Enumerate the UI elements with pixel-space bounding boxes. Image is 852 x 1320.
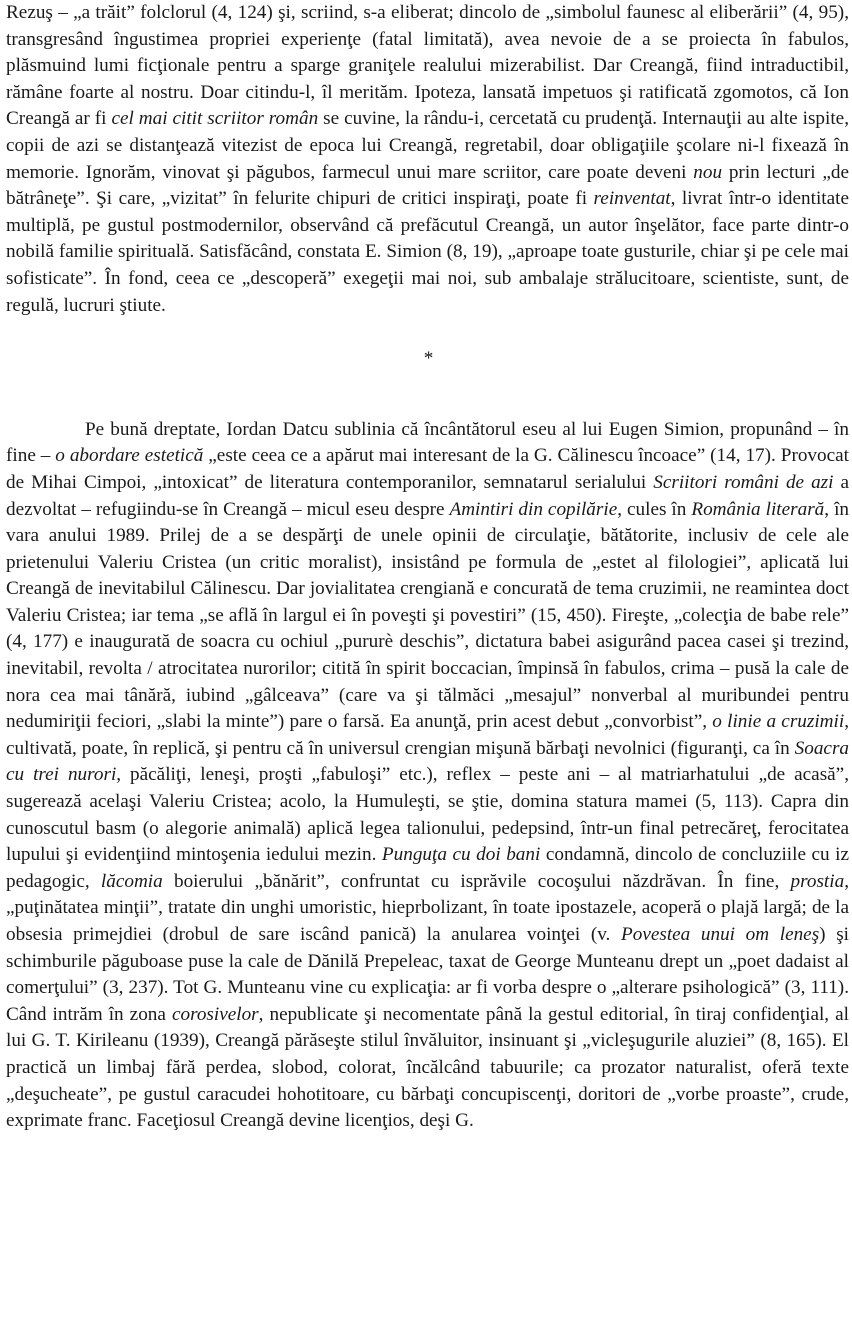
text-run: a dezvoltat – refugiindu-se în Creangă – micul eseu despre <box>6 471 849 520</box>
italic-text-run: Scriitori români de azi <box>653 471 834 493</box>
italic-text-run: o abordare estetică <box>55 445 204 467</box>
italic-text-run: lăcomia <box>100 870 163 892</box>
italic-text-run: Amintiri din copilărie <box>449 498 618 520</box>
italic-text-run: Povestea unui om leneş <box>621 924 820 945</box>
italic-text-run: nou <box>693 161 723 183</box>
paragraph-2 <box>6 417 849 1135</box>
italic-text-run: cel mai citit scriitor român <box>111 108 319 130</box>
text-run: , nepublicate şi necomentate până la gestul editorial, în tiraj confidenţial, al lui G. T. Kirileanu (1939), Creangă părăseşte stilul învăluitor, insinuant şi „vicleşugurile aluziei” (8, 165). El practică un limbaj fără perdea, slobod, colorat, încălcând tabuurile; ca prozator naturalist, oferă texte „deşucheate”, pe gustul caracudei hohotitoare, cu bărbaţi concupiscenţi, doritori de „vorbe proaste”, crude, exprimate franc. Faceţiosul Creangă devine licenţios, deşi G. <box>6 1003 849 1132</box>
italic-text-run: România literară <box>691 498 825 520</box>
section-separator: * <box>423 348 434 370</box>
text-run: „este ceea ce a apărut mai interesant de la G. Călinescu încoace” (14, 17). Provocat de Mihai Cimpoi, „intoxicat” de literatura contemporanilor, semnatarul serialului <box>6 445 849 493</box>
italic-text-run: prostia <box>790 870 845 892</box>
text-run: , cultivată, poate, în replică, şi pentru că în universul crengian mişună bărbaţi nevolnici (figuranţi, ca în <box>6 711 849 759</box>
document-page <box>6 0 849 1135</box>
italic-text-run: o linie a cruzimii <box>712 711 845 733</box>
text-run: ) şi schimburile păguboase puse la cale de Dănilă Prepeleac, taxat de George Munteanu drept un „poet dadaist al comerţului” (3, 237). Tot G. Munteanu vine cu explicaţia: ar fi vorba despre o „alterare psihologică” (3, 111). Când intrăm în zona <box>6 924 849 1025</box>
text-run: , păcăliţi, leneşi, proşti „fabuloşi” etc.), reflex – peste ani – al matriarhatului „de acasă”, sugerează acelaşi Valeriu Cristea; acolo, la Humuleşti, se ştie, domina statura mamei (5, 113). Capra din cunoscutul basm (o alegorie animală) aplică legea talionului, pedepsind, într-un final petrecăreţ, ferocitatea lupului şi evidenţiind mintoşenia iedului mezin. <box>6 764 849 866</box>
text-run: se cuvine, la rându-i, cercetată cu prudenţă. Internauţii au alte ispite, copii de azi se distanţează vitezist de epoca lui Creangă, regretabil, doar obligaţiile şcolare ni-l fixează în memorie. Ignorăm, vinovat şi păgubos, farmecul unui mare scriitor, care poate deveni <box>6 108 849 183</box>
italic-text-run: reinventat <box>593 188 671 210</box>
text-run: , livrat într-o identitate multiplă, pe gustul postmodernilor, observând că prefăcutul Creangă, un autor înşelător, face parte dintr-o nobilă familie spirituală. Satisfăcând, constata E. Simion (8, 19), „aproape toate gusturile, chiar şi pe cele mai sofisticate”. În fond, ceea ce „descoperă” exegeţii mai noi, sub ambalaje strălucitoare, scientiste, sunt, de regulă, lucruri ştiute. <box>6 188 849 316</box>
text-run: , cules în <box>617 498 692 520</box>
paragraph-1 <box>6 0 849 319</box>
text-run: prin lecturi „de bătrâneţe”. Şi care, „vizitat” în felurite chipuri de critici inspiraţi, poate fi <box>6 161 849 210</box>
text-run: , „puţinătatea minţii”, tratate din unghi umoristic, hieprbolizant, în toate ipostazele, acoperă o plajă largă; de la obsesia primejdiei (drobul de sare iscând panică) la anularea voinţei (v. <box>6 870 849 945</box>
italic-text-run: Punguţa cu doi bani <box>381 844 541 866</box>
text-run: Pe bună dreptate, Iordan Datcu sublinia că încântătorul eseu al lui Eugen Simion, propunând – în fine – <box>6 418 849 467</box>
italic-text-run: corosivelor <box>171 1003 259 1025</box>
text-run: , în vara anului 1989. Prilej de a se despărţi de unele opinii de circulaţie, bătătorite, inclusiv de cele ale prietenului Valeriu Cristea (un critic moralist), insistând pe formula de „estet al filologiei”, aplicată lui Creangă de inevitabilul Călinescu. Dar jovialitatea crengiană e concurată de tema cruzimii, ne reamintea doct Valeriu Cristea; iar tema „se află în largul ei în poveşti şi povestiri” (15, 450). Fireşte, „colecţia de babe rele” (4, 177) e inaugurată de soacra cu ochiul „pururè deschis”, dictatura babei asigurând pacea casei şi trezind, inevitabil, revolta / atrocitatea nurorilor; citită în spirit boccacian, împinsă în fabulos, crima – pusă la cale de nora cea mai tânără, iubind „gâlceava” (care va şi tălmăci „mesajul” nonverbal al muribundei pentru nedumiriţii feciori, „slabi la minte”) pare o farsă. Ea anunţă, prin acest debut „convorbist”, <box>6 498 849 733</box>
text-run: condamnă, dincolo de concluziile cu iz pedagogic, <box>6 844 849 892</box>
text-run: Rezuş – „a trăit” folclorul (4, 124) şi, scriind, s-a eliberat; dincolo de „simbolul faunesc al eliberării” (4, 95), transgresând îngustimea propriei experienţe (fatal limitată), avea nevoie de a se proiecta în fabulos, plăsmuind lumi ficţionale pentru a sparge graniţele realului mizerabilist. Dar Creangă, fiind intraductibil, rămâne foarte al nostru. Doar citindu-l, îl merităm. Ipoteza, lansată impetuos şi ratificată zgomotos, că Ion Creangă ar fi <box>6 2 849 130</box>
italic-text-run: Soacra cu trei nurori <box>6 737 849 786</box>
text-run: boierului „bănărit”, confruntat cu isprăvile cocoşului năzdrăvan. În fine, <box>162 870 791 892</box>
